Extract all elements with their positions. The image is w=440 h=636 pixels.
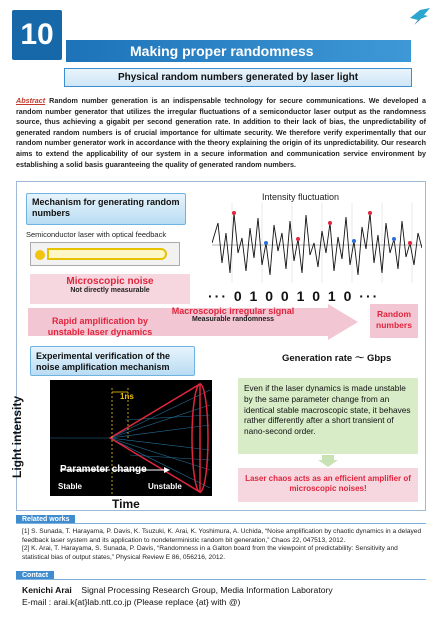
related-divider (16, 523, 426, 524)
experimental-verification-box: Experimental verification of the noise amplification mechanism (30, 346, 195, 376)
laser-diagram (30, 242, 180, 266)
time-marker-label: 1ns (120, 392, 134, 401)
down-arrow-icon (318, 455, 338, 467)
intensity-graph-title: Intensity fluctuation (262, 192, 340, 202)
abstract-text: Random number generation is an indispensable technology for secure communications. We developed a random number generator that utilizes the irregular fluctuations of a semiconductor laser output as the randomness source, thus achieving a gigabit per second generation rate. In addition to their lack of bias, the unpredictability of generated random numbers is of crucial importance for ultimate security. We therefore verify experimentally that our random number generator work in accordance with the theory explaining the origin of its unpredictability. Our research aims to extend the applicability of our system in a secure information and communication service environment by establishing a solid basis guaranteeing the quality of generated random numbers. (16, 96, 426, 169)
abstract-label: Abstract (16, 96, 46, 105)
contact-email: E-mail : arai.k{at}lab.ntt.co.jp (Please replace {at} with @) (22, 597, 241, 607)
mechanism-title-box: Mechanism for generating random numbers (26, 193, 186, 225)
parameter-change-label: Parameter change (60, 464, 147, 475)
page-subtitle: Physical random numbers generated by laser light (64, 68, 412, 87)
measurable-randomness-label: Measurable randomness (191, 316, 275, 323)
explanation-box: Even if the laser dynamics is made unstable by the same parameter change from an identical stable macroscopic state, it behaves rather differently after a short transient of nano-second order. (238, 378, 418, 454)
contact-group: Signal Processing Research Group, Media Information Laboratory (81, 585, 333, 595)
reference-item: [2] K. Arai, T. Harayama, S. Sunada, P. Davis, “Randomness in a Galton board from the viewpoint of predictability: Sensitivity and statistical bias of output states,” Physical Review E 86, 056216, 2012. (22, 545, 398, 561)
macroscopic-signal-label: Macroscopic irregular signal (171, 306, 295, 316)
microscopic-noise-box (30, 274, 190, 304)
laser-caption: Semiconductor laser with optical feedback (26, 230, 167, 239)
reference-item: [1] S. Sunada, T. Harayama, P. Davis, K. Tsuzuki, K. Arai, K. Yoshimura, A. Uchida, “Noise amplification by chaotic dynamics in a delayed feedback laser system and its application to nondeterministic random bit generation,” Chaos 22, 047513, 2012. (22, 528, 422, 544)
related-works-label: Related works (16, 515, 75, 524)
contact-info (22, 584, 333, 608)
generation-rate-label: Generation rate 〜 Gbps (282, 353, 392, 364)
random-numbers-box: Random numbers (370, 304, 418, 338)
rapid-amplification-label: Rapid amplification by unstable laser dynamics (47, 316, 153, 337)
y-axis-label: Light intensity (10, 396, 24, 478)
random-bit-sequence: ··· 0 1 0 0 1 0 1 0 ··· (208, 288, 380, 304)
bird-logo-icon (408, 6, 432, 26)
unstable-label: Unstable (148, 482, 182, 491)
chaos-conclusion-box: Laser chaos acts as an efficient amplifier of microscopic noises! (238, 468, 418, 502)
laser-cavity (47, 248, 167, 260)
section-number-badge: 10 (12, 10, 62, 60)
stable-label: Stable (58, 482, 83, 491)
contact-divider (16, 579, 426, 580)
x-axis-label: Time (112, 497, 140, 511)
abstract-section (16, 96, 426, 170)
intensity-fluctuation-graph (212, 203, 422, 283)
contact-label: Contact (16, 571, 54, 580)
not-measurable-label: Not directly measurable (70, 287, 150, 294)
page-title: Making proper randomness (66, 40, 411, 62)
laser-source-icon (35, 250, 45, 260)
macroscopic-signal-box (168, 306, 298, 323)
references-list (22, 528, 426, 562)
microscopic-noise-label: Microscopic noise (66, 276, 154, 287)
contact-name: Kenichi Arai (22, 585, 72, 595)
